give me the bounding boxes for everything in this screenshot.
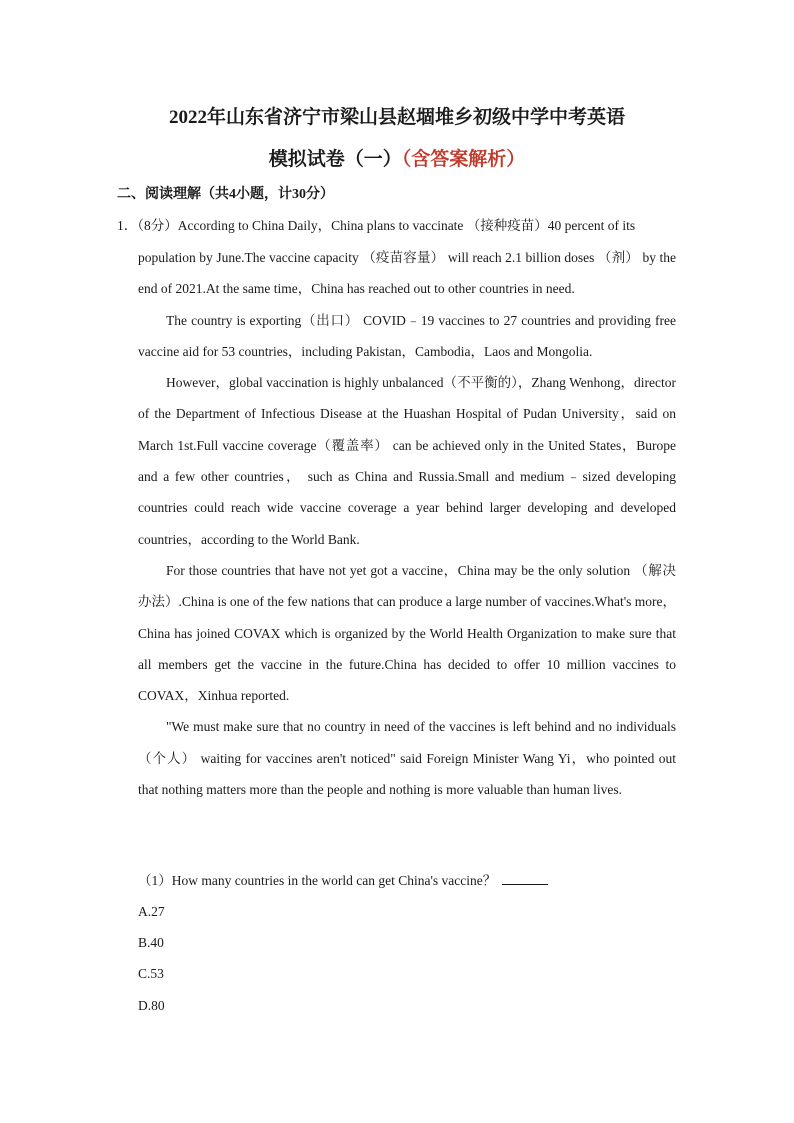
question-number: 1． — [117, 218, 138, 233]
question-first-line — [117, 215, 635, 237]
answer-blank[interactable] — [502, 870, 548, 885]
question-first-text: According to China Daily，China plans to vaccinate （接种疫苗）40 percent of its — [177, 218, 636, 233]
option-c[interactable]: C.53 — [138, 966, 164, 981]
option-b[interactable]: B.40 — [138, 935, 164, 950]
title-answer-note: （含答案解析） — [401, 149, 526, 170]
paragraph-2: The country is exporting（出口） COVID﹣19 vaccines to 27 countries and providing free vaccine aid for 53 countries，including Pakistan，Cambodia，Laos and Mongolia. — [138, 312, 676, 359]
paragraph-3: However，global vaccination is highly unbalanced（不平衡的），Zhang Wenhong，director of the Department of Infectious Disease at the Huashan Hospital of Pudan University，said on March 1st.Full vaccine coverage（覆盖率） can be achieved only in the United States，Burope and a few other countries， such as China and Russia.Small and medium﹣sized developing countries could reach wide vaccine coverage a year behind larger developing and developed countries，according to the World Bank. — [138, 375, 676, 547]
paragraph-5: "We must make sure that no country in need of the vaccines is left behind and no individuals（个人） waiting for vaccines aren't noticed" said Foreign Minister Wang Yi，who pointed out that nothing matters more than the people and nothing is more valuable than human lives. — [138, 719, 676, 798]
question-points: （8分） — [137, 218, 178, 233]
paragraph-1: population by June.The vaccine capacity （疫苗容量） will reach 2.1 billion doses （剂） by the end of 2021.At the same time，China has reached out to other countries in need. — [138, 250, 676, 297]
document-title-line2 — [0, 146, 794, 174]
document-title-line1: 2022年山东省济宁市梁山县赵堌堆乡初级中学中考英语 — [168, 107, 625, 128]
title-main: 模拟试卷（一） — [268, 149, 402, 170]
sub-question — [138, 870, 548, 892]
option-d[interactable]: D.80 — [138, 998, 165, 1013]
sub-question-text: （1）How many countries in the world can get China's vaccine？ — [138, 873, 497, 888]
reading-passage — [138, 242, 676, 805]
option-a[interactable]: A.27 — [138, 904, 165, 919]
paragraph-4: For those countries that have not yet got a vaccine，China may be the only solution （解决办法）.China is one of the few nations that can produce a large number of vaccines.What's more，China has joined COVAX which is organized by the World Health Organization to make sure that all members get the vaccine in the future.China has decided to offer 10 million vaccines to COVAX，Xinhua reported. — [138, 562, 676, 704]
section-heading: 二、阅读理解（共4小题，计30分） — [117, 187, 334, 202]
